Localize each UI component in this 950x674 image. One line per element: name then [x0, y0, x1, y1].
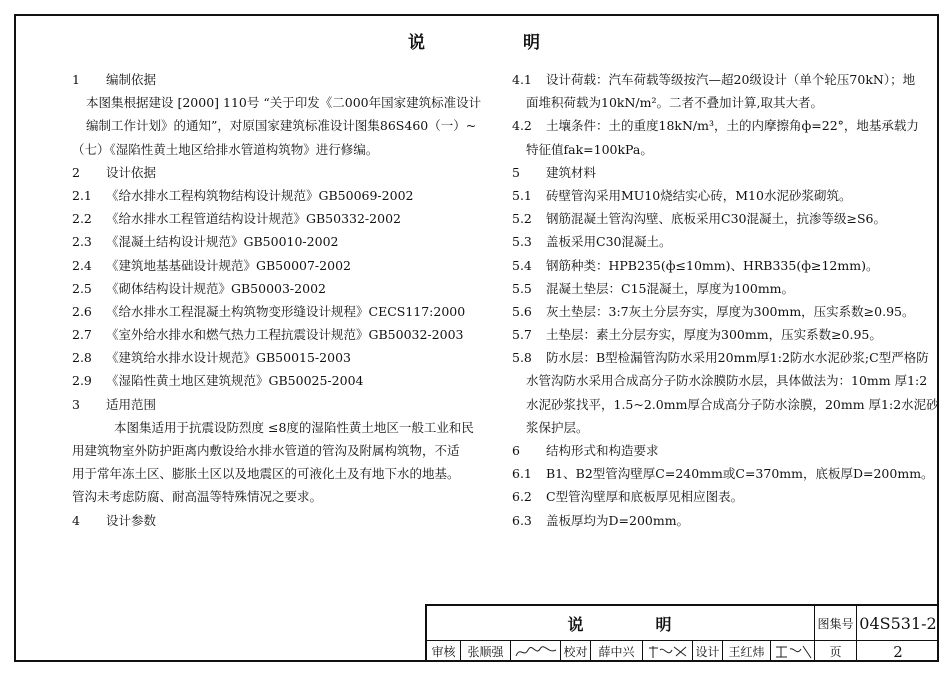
left-text-line: [72, 277, 452, 300]
clause-text: 钢筋混凝土管沟沟壁、底板采用C30混凝土，抗渗等级≥S6。: [546, 211, 886, 227]
design-signature: [771, 641, 815, 662]
design-name: 王红炜: [723, 641, 771, 662]
clause-number: 4.2: [512, 118, 532, 134]
clause-number: 5: [512, 164, 520, 180]
right-text-line: [512, 68, 916, 91]
clause-number: 2.2: [72, 211, 92, 227]
page-title: [0, 28, 950, 53]
right-text-line: [512, 462, 934, 485]
clause-number: 5.3: [512, 234, 532, 250]
right-text-line: [512, 323, 897, 346]
clause-number: 2.1: [72, 187, 92, 203]
check-label: 校对: [561, 641, 591, 662]
clause-text: 水泥砂浆找平，1.5~2.0mm厚合成高分子防水涂膜，20mm 厚1:2水泥砂: [526, 396, 939, 412]
left-text-line: [72, 68, 452, 91]
clause-text: 《建筑给水排水设计规范》GB50015-2003: [106, 350, 351, 366]
right-text-line: [512, 300, 915, 323]
right-text-line: [512, 485, 897, 508]
clause-text: 本图集根据建设 [2000] 110号 “关于印发《二000年国家建筑标准设计: [86, 95, 482, 111]
clause-text: 《湿陷性黄土地区建筑规范》GB50025-2004: [106, 373, 364, 389]
clause-text: 水管沟防水采用合成高分子防水涂膜防水层，具体做法为：10mm 厚1:2: [526, 373, 928, 389]
clause-number: 5.7: [512, 327, 532, 343]
review-signature: [511, 641, 561, 662]
clause-text: 建筑材料: [546, 164, 597, 180]
left-text-line: [72, 439, 460, 462]
clause-number: 2.3: [72, 234, 92, 250]
review-label: 审核: [427, 641, 461, 662]
left-text-line: [72, 300, 466, 323]
clause-text: 防水层：B型检漏管沟防水采用20mm厚1:2防水水泥砂浆;C型严格防: [546, 350, 929, 366]
clause-text: 灰土垫层：3:7灰土分层夯实，厚度为300mm，压实系数≥0.95。: [546, 303, 915, 319]
clause-text: 用于常年冻土区、膨胀土区以及地震区的可液化土及有地下水的地基。: [72, 466, 460, 482]
clause-text: 土壤条件：土的重度18kN/m³，土的内摩擦角ф=22°，地基承载力: [546, 118, 919, 134]
clause-number: 5.8: [512, 350, 532, 366]
right-text-line: [512, 369, 928, 392]
left-text-line: [72, 254, 452, 277]
clause-text: 钢筋种类：HPB235(ф≤10mm)、HRB335(ф≥12mm)。: [546, 257, 879, 273]
left-text-line: [72, 184, 452, 207]
left-text-line: [72, 161, 452, 184]
page-label: 页: [815, 641, 857, 662]
right-text-line: [512, 439, 897, 462]
clause-number: 6: [512, 443, 520, 458]
clause-number: 2.5: [72, 280, 92, 296]
clause-number: 4: [72, 512, 80, 528]
clause-text: 设计荷载：汽车荷载等级按汽—超20级设计（单个轮压70kN）；地: [546, 72, 916, 87]
design-label: 设计: [693, 641, 723, 662]
clause-text: 结构形式和构造要求: [546, 443, 659, 458]
clause-text: 本图集适用于抗震设防烈度 ≤8度的湿陷性黄土地区一般工业和民: [114, 419, 474, 435]
right-text-line: [512, 91, 897, 114]
left-text-line: [72, 485, 452, 508]
clause-number: 5.6: [512, 303, 532, 319]
clause-text: 编制工作计划》的通知”，对原国家建筑标准设计图集86S460（一）~: [86, 118, 477, 134]
right-text-line: [512, 393, 939, 416]
review-name: 张顺强: [461, 641, 511, 662]
left-text-line: [72, 91, 482, 114]
right-text-line: [512, 161, 897, 184]
check-signature: [643, 641, 693, 662]
right-text-line: [512, 230, 897, 253]
title-block: [425, 604, 939, 662]
clause-text: 土垫层：素土分层夯实，厚度为300mm，压实系数≥0.95。: [546, 327, 882, 343]
clause-number: 4.1: [512, 72, 532, 87]
clause-number: 5.2: [512, 211, 532, 227]
clause-text: 《给水排水工程构筑物结构设计规范》GB50069-2002: [106, 187, 414, 203]
clause-text: 设计依据: [106, 164, 157, 180]
left-text-line: [72, 346, 452, 369]
clause-text: 《给水排水工程混凝土构筑物变形缝设计规程》CECS117:2000: [106, 303, 466, 319]
left-column: [72, 68, 482, 532]
left-text-line: [72, 114, 477, 137]
clause-text: 特征值fak=100kPa。: [526, 141, 653, 157]
left-text-line: [72, 416, 474, 439]
right-text-line: [512, 138, 897, 161]
clause-number: 6.2: [512, 489, 532, 505]
page-title-part2: 明: [523, 33, 542, 53]
clause-text: 盖板采用C30混凝土。: [546, 234, 672, 250]
right-text-line: [512, 277, 897, 300]
right-text-line: [512, 184, 897, 207]
clause-text: C型管沟壁厚和底板厚见相应图表。: [546, 489, 744, 505]
right-text-line: [512, 114, 919, 137]
title-block-name: 说 明: [427, 606, 815, 640]
clause-number: 6.3: [512, 512, 532, 528]
clause-number: 3: [72, 396, 80, 412]
right-column: [512, 68, 939, 532]
right-text-line: [512, 207, 897, 230]
left-text-line: [72, 369, 452, 392]
left-text-line: [72, 462, 460, 485]
clause-text: 《给水排水工程管道结构设计规范》GB50332-2002: [106, 211, 401, 227]
handwritten-signature-icon: [514, 644, 558, 660]
page-title-part1: 说: [408, 33, 427, 53]
clause-text: （七）《湿陷性黄土地区给排水管道构筑物》进行修编。: [72, 141, 379, 157]
handwritten-signature-icon: [646, 644, 690, 660]
clause-text: 面堆积荷载为10kN/m²。二者不叠加计算,取其大者。: [526, 95, 823, 111]
left-text-line: [72, 230, 452, 253]
clause-number: 2.9: [72, 373, 92, 389]
right-text-line: [512, 509, 897, 532]
left-text-line: [72, 393, 452, 416]
clause-text: 浆保护层。: [526, 419, 589, 435]
clause-text: 《室外给水排水和燃气热力工程抗震设计规范》GB50032-2003: [106, 327, 464, 343]
clause-number: 2.6: [72, 303, 92, 319]
clause-number: 5.1: [512, 187, 532, 203]
left-text-line: [72, 509, 452, 532]
clause-number: 6.1: [512, 466, 532, 482]
clause-number: 2.8: [72, 350, 92, 366]
clause-text: 适用范围: [106, 396, 157, 412]
clause-number: 5.5: [512, 280, 532, 296]
page-number: 2: [893, 642, 903, 661]
clause-number: 2: [72, 164, 80, 180]
clause-number: 2.4: [72, 257, 92, 273]
clause-number: 1: [72, 72, 80, 87]
right-text-line: [512, 254, 897, 277]
clause-text: B1、B2型管沟壁厚C=240mm或C=370mm，底板厚D=200mm。: [546, 466, 934, 482]
handwritten-signature-icon: [773, 644, 813, 660]
clause-text: 《建筑地基基础设计规范》GB50007-2002: [106, 257, 351, 273]
left-text-line: [72, 138, 452, 161]
clause-number: 5.4: [512, 257, 532, 273]
clause-text: 《砌体结构设计规范》GB50003-2002: [106, 280, 326, 296]
clause-text: 管沟未考虑防腐、耐高温等特殊情况之要求。: [72, 489, 323, 505]
check-name: 薛中兴: [591, 641, 643, 662]
right-text-line: [512, 346, 929, 369]
left-text-line: [72, 207, 452, 230]
clause-text: 设计参数: [106, 512, 157, 528]
clause-text: 混凝土垫层：C15混凝土，厚度为100mm。: [546, 280, 795, 296]
atlas-number-label: 图集号: [815, 606, 857, 640]
clause-number: 2.7: [72, 327, 92, 343]
clause-text: 砖壁管沟采用MU10烧结实心砖，M10水泥砂浆砌筑。: [546, 187, 852, 203]
left-text-line: [72, 323, 464, 346]
right-text-line: [512, 416, 897, 439]
atlas-number-value: 04S531-2: [859, 613, 937, 633]
clause-text: 用建筑物室外防护距离内敷设给水排水管道的管沟及附属构筑物，不适: [72, 443, 460, 458]
clause-text: 《混凝土结构设计规范》GB50010-2002: [106, 234, 339, 250]
clause-text: 编制依据: [106, 72, 157, 87]
clause-text: 盖板厚均为D=200mm。: [546, 512, 690, 528]
